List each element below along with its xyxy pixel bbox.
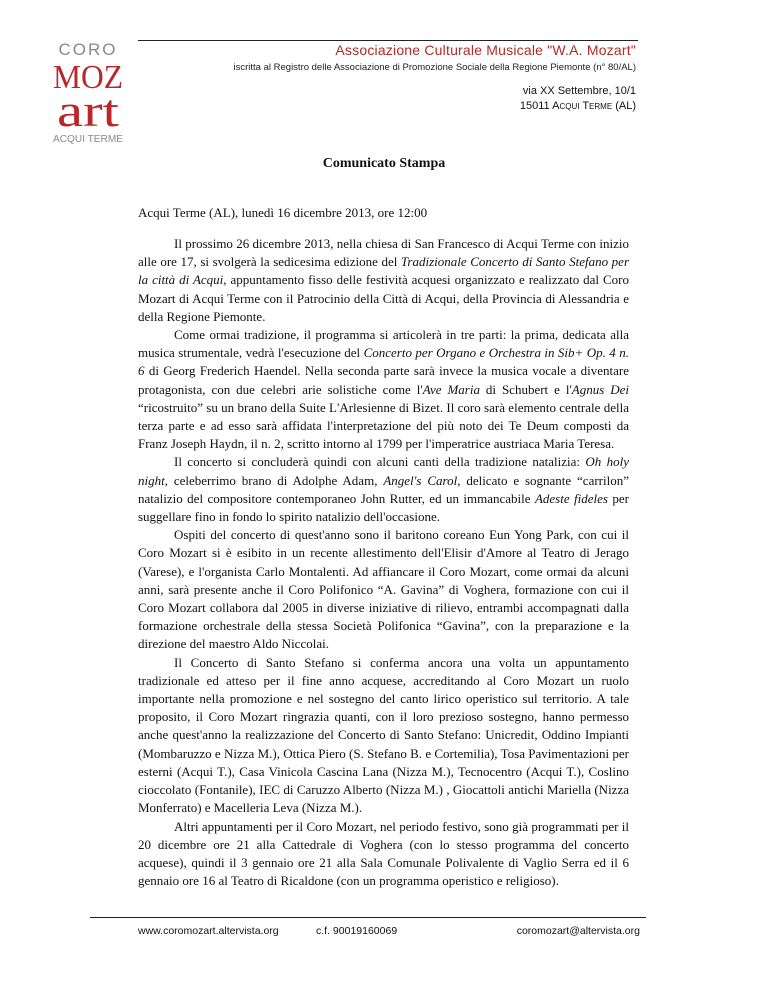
concert-title: Tradizionale Concerto di Santo Stefano per la città di Acqui [138, 254, 630, 288]
footer-email[interactable]: coromozart@altervista.org [516, 925, 640, 937]
paragraph-5: Il Concerto di Santo Stefano si conferma ancora una volta un appuntamento tradizionale ed atteso per il fine anno acquese, accreditando al Coro Mozart un ruolo importante nella promozione e nel sostegno del canto lirico operistico sul territorio. A tale proposito, il Coro Mozart ringrazia quanti, con il loro prezioso sostegno, hanno permesso anche quest'anno la realizzazione del Concerto di Santo Stefano: Unicredit, Oddino Impianti (Mombaruzzo e Nizza M.), Ottica Piero (S. Stefano B. e Cortemilia), Tosa Pavimentazioni per esterni (Acqui T.), Casa Vinicola Cascina Lana (Nizza M.), Tecnocentro (Acqui T.), Coslino cioccolato (Fontanile), IEC di Caruzzo Alberto (Nizza M.) , Giocattoli antichi Mariella (Nizza Monferrato) e Macelleria Leva (Nizza M.). [138, 654, 629, 816]
page-title: Comunicato Stampa [322, 156, 446, 171]
association-address [520, 84, 636, 114]
dateline: Acqui Terme (AL), lunedì 16 dicembre 2013, ore 12:00 [138, 205, 428, 220]
logo-coro-text: CORO [58, 40, 118, 59]
paragraph-1: Il prossimo 26 dicembre 2013, nella chiesa di San Francesco di Acqui Terme con inizio alle ore 17, si svolgerà la sedicesima edizione del Tradizionale Concerto di Santo Stefano per la città di Acqui, appuntamento fisso delle festività acquesi organizzato e realizzato dal Coro Mozart di Acqui Terme con il Patrocinio della Città di Acqui, della Provincia di Alessandria e della Regione Piemonte. [138, 236, 630, 324]
coro-mozart-logo [50, 38, 126, 148]
paragraph-3: Il concerto si concluderà quindi con alcuni canti della tradizione natalizia: Oh holy night, celeberrimo brano di Adolphe Adam, Angel's Carol, delicato e sognante “carrilon” natalizio del compositore contemporaneo John Rutter, ed un immancabile Adeste fideles per suggellare fino in fondo lo spirito natalizio dell'occasione. [138, 454, 629, 525]
paragraph-4: Ospiti del concerto di quest'anno sono il baritono coreano Eun Yong Park, con cui il Coro Mozart si è esibito in un recente allestimento dell'Elisir d'Amore al Teatro di Jerago (Varese), e l'organista Carlo Montalenti. Ad affiancare il Coro Mozart, come ormai da alcuni anni, sarà presente anche il Coro Polifonico “A. Gavina” di Voghera, formazione con cui il Coro Mozart collabora dal 2005 in diverse iniziative di rilievo, entrambi accompagnati dalla formazione orchestrale della stessa Società Polifonica “Gavina”, con la preparazione e la direzione del maestro Aldo Niccolai. [138, 527, 629, 652]
header-rule [138, 40, 638, 41]
footer-website[interactable]: www.coromozart.altervista.org [138, 925, 279, 937]
paragraph-2: Come ormai tradizione, il programma si articolerà in tre parti: la prima, dedicata alla musica strumentale, vedrà l'esecuzione del Concerto per Organo e Orchestra in Sib+ Op. 4 n. 6 di Georg Frederich Haendel. Nella seconda parte sarà invece la musica vocale a diventare protagonista, con due celebri arie solistiche come l'Ave Maria di Schubert e l'Agnus Dei “ricostruito” su un brano della Suite L'Arlesienne di Bizet. Il coro sarà elemento centrale della terza parte e ad esso sarà affidata l'interpretazione del più noto dei Te Deum composti da Franz Joseph Haydn, il n. 2, scritto intorno al 1799 per l'imperatrice austriaca Maria Teresa. [138, 327, 630, 452]
logo-moz-text: MOZ [53, 59, 123, 96]
press-release-body [138, 235, 629, 890]
association-name: Associazione Culturale Musicale "W.A. Mozart" [335, 42, 636, 58]
footer-tax-code: c.f. 90019160069 [316, 925, 398, 937]
association-registry: iscritta al Registro delle Associazione di Promozione Sociale della Regione Piemonte (n° 80/AL) [233, 62, 636, 73]
logo-city-text: ACQUI TERME [53, 133, 123, 145]
paragraph-6: Altri appuntamenti per il Coro Mozart, nel periodo festivo, sono già programmati per il 20 dicembre ore 21 alla Cattedrale di Voghera (con lo stesso programma del concerto acquese), quindi il 3 gennaio ore 21 alla Sala Comunale Polivalente di Vaglio Serra ed il 6 gennaio ore 16 al Teatro di Ricaldone (con un programma operistico e religioso). [138, 818, 629, 889]
logo-art-text: art [57, 85, 120, 136]
footer-rule [90, 917, 646, 918]
address-city: 15011 Acqui Terme (AL) [519, 100, 636, 112]
address-street: via XX Settembre, 10/1 [522, 85, 636, 97]
